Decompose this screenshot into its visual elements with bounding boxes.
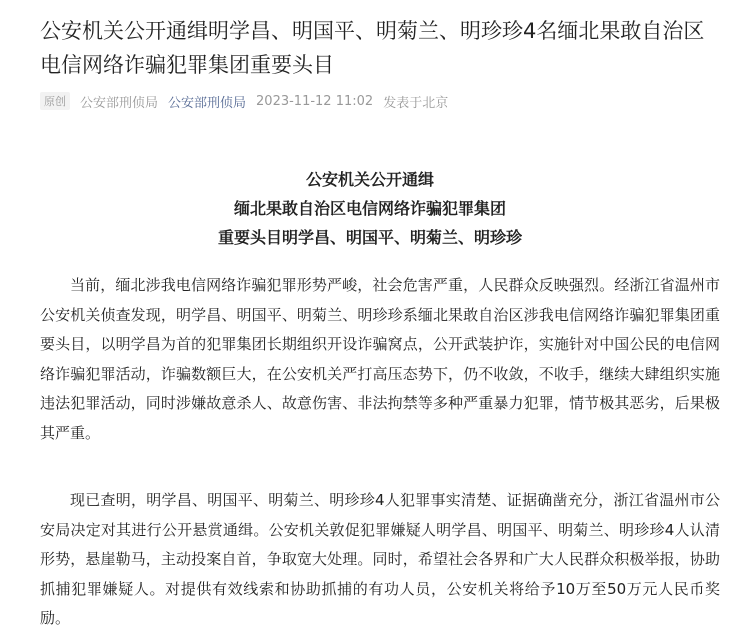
account-link[interactable]: 公安部刑侦局	[168, 95, 247, 111]
publish-location: 发表于北京	[383, 95, 449, 111]
section-heading-line-2: 缅北果敢自治区电信网络诈骗犯罪集团	[233, 199, 506, 218]
article-meta	[40, 90, 448, 112]
article-title: 公安机关公开通缉明学昌、明国平、明菊兰、明珍珍4名缅北果敢自治区电信网络诈骗犯罪集团重要头目	[40, 19, 705, 77]
source-label: 公安部刑侦局	[80, 95, 159, 111]
body-paragraph-1: 当前，缅北涉我电信网络诈骗犯罪形势严峻，社会危害严重，人民群众反映强烈。经浙江省温州市公安机关侦查发现，明学昌、明国平、明菊兰、明珍珍系缅北果敢自治区涉我电信网络诈骗犯罪集团重要头目，以明学昌为首的犯罪集团长期组织开设诈骗窝点，公开武装护诈，实施针对中国公民的电信网络诈骗犯罪活动，诈骗数额巨大，在公安机关严打高压态势下，仍不收敛，不收手，继续大肆组织实施违法犯罪活动，同时涉嫌故意杀人、故意伤害、非法拘禁等多种严重暴力犯罪，情节极其恶劣，后果极其严重。	[40, 276, 720, 442]
body-paragraph-2: 现已查明，明学昌、明国平、明菊兰、明珍珍4人犯罪事实清楚、证据确凿充分，浙江省温州市公安局决定对其进行公开悬赏通缉。公安机关敦促犯罪嫌疑人明学昌、明国平、明菊兰、明珍珍4人认清形势，悬崖勒马，主动投案自首，争取宽大处理。同时，希望社会各界和广大人民群众积极举报，协助抓捕犯罪嫌疑人。对提供有效线索和协助抓捕的有功人员，公安机关将给予10万至50万元人民币奖励。	[40, 491, 720, 627]
section-heading-line-1: 公安机关公开通缉	[305, 170, 434, 189]
publish-time: 2023-11-12 11:02	[256, 93, 374, 109]
section-heading-line-3: 重要头目明学昌、明国平、明菊兰、明珍珍	[217, 228, 522, 247]
original-badge: 原创	[40, 92, 70, 110]
